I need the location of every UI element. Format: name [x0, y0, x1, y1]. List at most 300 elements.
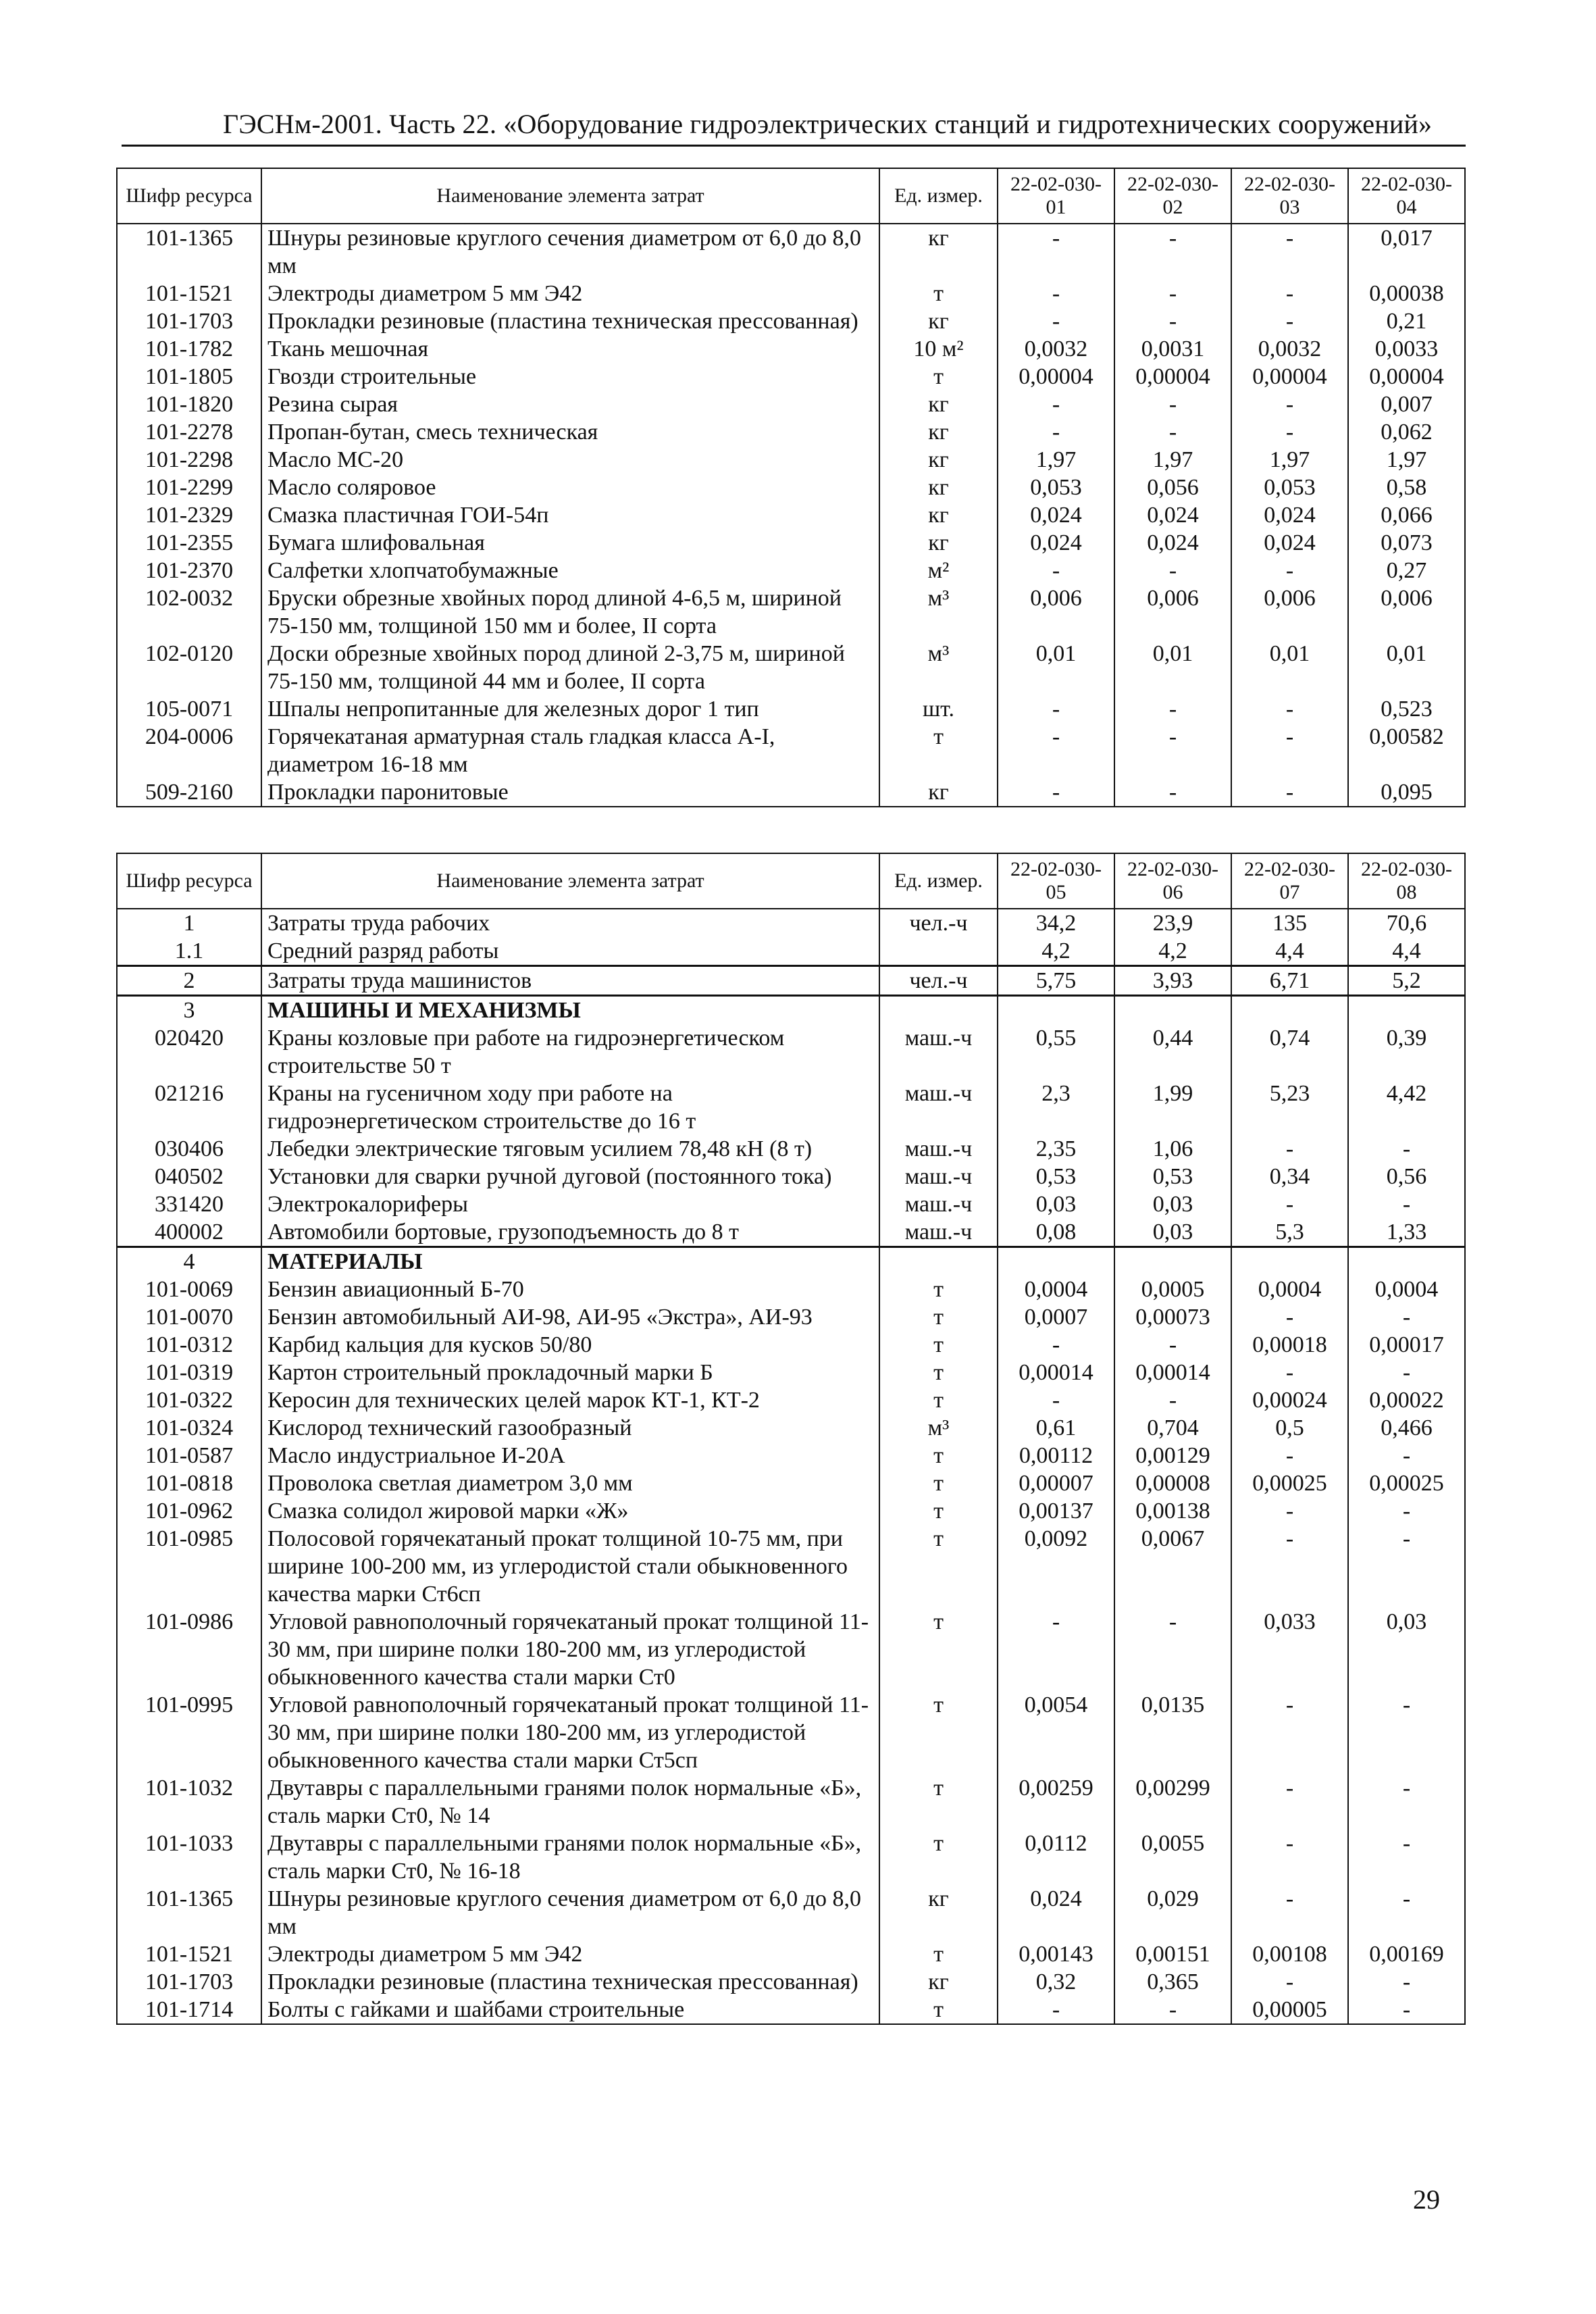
norm-value: - [1348, 1968, 1465, 1996]
table-row [117, 1331, 1465, 1359]
resource-code: 101-0995 [117, 1691, 261, 1774]
column-header: 22-02-030-01 [998, 168, 1114, 224]
norm-value: 0,073 [1348, 529, 1465, 557]
norm-value: - [1231, 1885, 1348, 1940]
norm-value: 0,024 [1114, 501, 1231, 529]
unit-of-measure: т [879, 1996, 998, 2024]
element-name: Краны на гусеничном ходу при работе на гидроэнергетическом строительстве до 16 т [261, 1080, 879, 1135]
element-name: Доски обрезные хвойных пород длиной 2-3,75 м, шириной 75-150 мм, толщиной 44 мм и более, II сорта [261, 640, 879, 695]
norm-value: - [1231, 723, 1348, 778]
table-row [117, 695, 1465, 723]
element-name: Резина сырая [261, 391, 879, 418]
norm-value: 0,32 [998, 1968, 1114, 1996]
norm-value: - [1231, 224, 1348, 280]
norm-value: 1,97 [1114, 446, 1231, 474]
unit-of-measure: маш.-ч [879, 1080, 998, 1135]
norm-value: 0,00138 [1114, 1497, 1231, 1525]
norm-value: - [1114, 1331, 1231, 1359]
norm-value: - [1231, 1442, 1348, 1469]
unit-of-measure: чел.-ч [879, 966, 998, 996]
norm-value: 0,024 [998, 529, 1114, 557]
norm-value: 0,03 [1114, 1190, 1231, 1218]
norm-value: 2,3 [998, 1080, 1114, 1135]
norm-value: 2,35 [998, 1135, 1114, 1163]
norm-value: 0,00008 [1114, 1469, 1231, 1497]
norm-value: 1,97 [998, 446, 1114, 474]
norm-value: - [1348, 1996, 1465, 2024]
column-header: 22-02-030-03 [1231, 168, 1348, 224]
norm-value: 0,00151 [1114, 1940, 1231, 1968]
norm-value: 0,095 [1348, 778, 1465, 807]
code-header: Шифр ресурса [117, 168, 261, 224]
table-row [117, 529, 1465, 557]
norm-value: 0,27 [1348, 557, 1465, 584]
unit-of-measure: т [879, 1303, 998, 1331]
norm-value: 0,024 [998, 501, 1114, 529]
table-row [117, 1885, 1465, 1940]
norm-value: 0,0054 [998, 1691, 1114, 1774]
table-row [117, 1359, 1465, 1386]
norm-value: 0,00025 [1348, 1469, 1465, 1497]
element-name: Затраты труда рабочих [261, 909, 879, 937]
norm-value: - [1348, 1359, 1465, 1386]
norm-value: 0,00137 [998, 1497, 1114, 1525]
norm-value: 0,03 [1348, 1608, 1465, 1691]
norm-value [998, 1247, 1114, 1276]
norm-value: 0,00014 [1114, 1359, 1231, 1386]
norm-value: - [1348, 1691, 1465, 1774]
unit-of-measure: т [879, 723, 998, 778]
resource-code: 101-1032 [117, 1774, 261, 1830]
unit-of-measure: маш.-ч [879, 1190, 998, 1218]
element-name: Двутавры с параллельными гранями полок нормальные «Б», сталь марки Ст0, № 16-18 [261, 1830, 879, 1885]
unit-header: Ед. измер. [879, 168, 998, 224]
norm-value: 0,062 [1348, 418, 1465, 446]
resource-code: 2 [117, 966, 261, 996]
norm-value: - [1348, 1830, 1465, 1885]
name-header: Наименование элемента затрат [261, 853, 879, 909]
resource-code: 101-1703 [117, 1968, 261, 1996]
norm-value: - [1348, 1497, 1465, 1525]
norm-value: 4,42 [1348, 1080, 1465, 1135]
resource-code: 101-2329 [117, 501, 261, 529]
resource-code: 101-0069 [117, 1276, 261, 1303]
norm-value: 0,024 [998, 1885, 1114, 1940]
element-name: Кислород технический газообразный [261, 1414, 879, 1442]
unit-of-measure: т [879, 1774, 998, 1830]
table-header-row [117, 853, 1465, 909]
element-name: Смазка солидол жировой марки «Ж» [261, 1497, 879, 1525]
unit-of-measure: м³ [879, 584, 998, 640]
resource-code: 101-0587 [117, 1442, 261, 1469]
unit-of-measure: т [879, 280, 998, 307]
norm-value: 0,00004 [1114, 363, 1231, 391]
resource-code: 101-0324 [117, 1414, 261, 1442]
norm-value: 0,00018 [1231, 1331, 1348, 1359]
element-name: Горячекатаная арматурная сталь гладкая класса А-I, диаметром 16-18 мм [261, 723, 879, 778]
norm-value: 0,0092 [998, 1525, 1114, 1608]
norm-value: 0,39 [1348, 1024, 1465, 1080]
element-name: Масло индустриальное И-20А [261, 1442, 879, 1469]
table-row [117, 1190, 1465, 1218]
norm-value: 0,0004 [1348, 1276, 1465, 1303]
norm-value: 23,9 [1114, 909, 1231, 937]
norm-value: 0,033 [1231, 1608, 1348, 1691]
norm-value: - [1231, 557, 1348, 584]
element-name: Шпалы непропитанные для железных дорог 1 тип [261, 695, 879, 723]
norm-value: 5,3 [1231, 1218, 1348, 1247]
element-name: Ткань мешочная [261, 335, 879, 363]
norm-value: 0,03 [998, 1190, 1114, 1218]
norm-value: 0,00129 [1114, 1442, 1231, 1469]
table-row [117, 363, 1465, 391]
norm-value [1114, 996, 1231, 1025]
norm-value: 0,53 [998, 1163, 1114, 1190]
norm-value: - [1231, 778, 1348, 807]
unit-of-measure: т [879, 1331, 998, 1359]
norm-value: 0,00259 [998, 1774, 1114, 1830]
element-name: Полосовой горячекатаный прокат толщиной 10-75 мм, при ширине 100-200 мм, из углеродистой стали обыкновенного качества марки Ст6сп [261, 1525, 879, 1608]
table-row [117, 1163, 1465, 1190]
norm-value: - [1114, 778, 1231, 807]
norm-value: - [1348, 1525, 1465, 1608]
norm-value: 0,00582 [1348, 723, 1465, 778]
norm-value: - [1114, 307, 1231, 335]
norm-value: 0,01 [1231, 640, 1348, 695]
element-name: Смазка пластичная ГОИ-54п [261, 501, 879, 529]
norm-value [1348, 1247, 1465, 1276]
table-row [117, 996, 1465, 1025]
table-row [117, 1442, 1465, 1469]
unit-of-measure: кг [879, 474, 998, 501]
norm-value: 0,01 [998, 640, 1114, 695]
resource-code: 030406 [117, 1135, 261, 1163]
unit-of-measure: т [879, 363, 998, 391]
table-row [117, 584, 1465, 640]
table-row [117, 1135, 1465, 1163]
unit-of-measure: т [879, 1386, 998, 1414]
norm-value: 0,00004 [1348, 363, 1465, 391]
norm-value: 0,365 [1114, 1968, 1231, 1996]
norm-value: - [1114, 695, 1231, 723]
norm-value: - [998, 391, 1114, 418]
unit-of-measure: м² [879, 557, 998, 584]
norm-value: 0,006 [1114, 584, 1231, 640]
resource-code: 040502 [117, 1163, 261, 1190]
resource-code: 021216 [117, 1080, 261, 1135]
norm-value: 4,2 [1114, 937, 1231, 966]
norm-value: - [1114, 1386, 1231, 1414]
resource-code: 101-2278 [117, 418, 261, 446]
element-name: Прокладки резиновые (пластина техническая прессованная) [261, 1968, 879, 1996]
norm-value [1114, 1247, 1231, 1276]
norm-value: 0,0067 [1114, 1525, 1231, 1608]
unit-of-measure: кг [879, 529, 998, 557]
norm-value: - [1231, 280, 1348, 307]
norm-value: 5,75 [998, 966, 1114, 996]
table-row [117, 224, 1465, 280]
resource-code: 105-0071 [117, 695, 261, 723]
norm-value: - [1114, 418, 1231, 446]
resource-code: 101-1365 [117, 224, 261, 280]
resource-code: 101-1521 [117, 280, 261, 307]
unit-of-measure: кг [879, 778, 998, 807]
element-name: Угловой равнополочный горячекатаный прокат толщиной 11-30 мм, при ширине полки 180-200 мм, из углеродистой обыкновенного качества стали марки Ст5сп [261, 1691, 879, 1774]
unit-of-measure [879, 996, 998, 1025]
norm-value: - [1231, 1830, 1348, 1885]
table-row [117, 1080, 1465, 1135]
norm-value: 0,00038 [1348, 280, 1465, 307]
norm-value: - [1348, 1190, 1465, 1218]
norm-value: - [1114, 391, 1231, 418]
resource-code: 101-0962 [117, 1497, 261, 1525]
norm-value: 0,74 [1231, 1024, 1348, 1080]
norm-value: 34,2 [998, 909, 1114, 937]
norm-value: 0,053 [1231, 474, 1348, 501]
norm-value: - [1231, 1774, 1348, 1830]
unit-header: Ед. измер. [879, 853, 998, 909]
unit-of-measure: т [879, 1359, 998, 1386]
element-name: Бензин автомобильный АИ-98, АИ-95 «Экстра», АИ-93 [261, 1303, 879, 1331]
norm-value: - [998, 723, 1114, 778]
norm-value: 0,00004 [1231, 363, 1348, 391]
table-row [117, 307, 1465, 335]
element-name: Двутавры с параллельными гранями полок нормальные «Б», сталь марки Ст0, № 14 [261, 1774, 879, 1830]
norm-value: - [1231, 1359, 1348, 1386]
element-name: Бумага шлифовальная [261, 529, 879, 557]
norm-value: - [1114, 723, 1231, 778]
unit-of-measure: т [879, 1608, 998, 1691]
norm-value: 0,0004 [1231, 1276, 1348, 1303]
table-row [117, 280, 1465, 307]
norm-value: 0,55 [998, 1024, 1114, 1080]
norm-value: - [998, 557, 1114, 584]
column-header: 22-02-030-06 [1114, 853, 1231, 909]
element-name: Шнуры резиновые круглого сечения диаметром от 6,0 до 8,0 мм [261, 1885, 879, 1940]
norm-value: - [1231, 307, 1348, 335]
unit-of-measure: м³ [879, 640, 998, 695]
norm-value: - [998, 695, 1114, 723]
norm-value: 0,34 [1231, 1163, 1348, 1190]
header-rule [122, 145, 1466, 147]
resource-code: 101-1805 [117, 363, 261, 391]
table-body [117, 224, 1465, 807]
table-body [117, 909, 1465, 2024]
element-name: Затраты труда машинистов [261, 966, 879, 996]
table-row [117, 1996, 1465, 2024]
norm-value [1231, 996, 1348, 1025]
norm-value: 0,0032 [1231, 335, 1348, 363]
norm-value: 0,00169 [1348, 1940, 1465, 1968]
element-name: Электроды диаметром 5 мм Э42 [261, 1940, 879, 1968]
norm-value: 0,00024 [1231, 1386, 1348, 1414]
resource-code: 101-1820 [117, 391, 261, 418]
resource-table-1 [116, 168, 1466, 807]
norm-value: - [1114, 280, 1231, 307]
norm-value: 0,0007 [998, 1303, 1114, 1331]
norm-value: 0,0004 [998, 1276, 1114, 1303]
unit-of-measure: кг [879, 224, 998, 280]
table-row [117, 1774, 1465, 1830]
unit-of-measure: т [879, 1691, 998, 1774]
resource-code: 101-0070 [117, 1303, 261, 1331]
norm-value: - [1114, 557, 1231, 584]
norm-value: 0,056 [1114, 474, 1231, 501]
norm-value: 0,01 [1348, 640, 1465, 695]
table-row [117, 1218, 1465, 1247]
norm-value [1348, 996, 1465, 1025]
page-number: 29 [1413, 2184, 1440, 2215]
norm-value: 0,066 [1348, 501, 1465, 529]
element-name: Пропан-бутан, смесь техническая [261, 418, 879, 446]
norm-value: 0,01 [1114, 640, 1231, 695]
element-name: Электроды диаметром 5 мм Э42 [261, 280, 879, 307]
norm-value: 0,44 [1114, 1024, 1231, 1080]
code-header: Шифр ресурса [117, 853, 261, 909]
unit-of-measure: кг [879, 446, 998, 474]
element-name: Картон строительный прокладочный марки Б [261, 1359, 879, 1386]
norm-value: 4,4 [1231, 937, 1348, 966]
table-row [117, 1525, 1465, 1608]
unit-of-measure: кг [879, 1968, 998, 1996]
resource-code: 101-2355 [117, 529, 261, 557]
table-row [117, 723, 1465, 778]
unit-of-measure: маш.-ч [879, 1024, 998, 1080]
norm-value: 1,06 [1114, 1135, 1231, 1163]
norm-value: 0,00299 [1114, 1774, 1231, 1830]
norm-value: 0,0112 [998, 1830, 1114, 1885]
norm-value: 0,024 [1231, 501, 1348, 529]
norm-value: 0,5 [1231, 1414, 1348, 1442]
norm-value: 0,21 [1348, 307, 1465, 335]
norm-value: 0,00073 [1114, 1303, 1231, 1331]
norm-value: - [1114, 1608, 1231, 1691]
norm-value: 0,08 [998, 1218, 1114, 1247]
column-header: 22-02-030-04 [1348, 168, 1465, 224]
element-name: Болты с гайками и шайбами строительные [261, 1996, 879, 2024]
norm-value: 0,017 [1348, 224, 1465, 280]
norm-value: - [998, 307, 1114, 335]
norm-value: 0,00143 [998, 1940, 1114, 1968]
norm-value: 0,53 [1114, 1163, 1231, 1190]
unit-of-measure [879, 937, 998, 966]
table-row [117, 474, 1465, 501]
element-name: Масло соляровое [261, 474, 879, 501]
norm-value: - [1231, 418, 1348, 446]
norm-value: 1,97 [1348, 446, 1465, 474]
element-name: Средний разряд работы [261, 937, 879, 966]
table-row [117, 1940, 1465, 1968]
resource-code: 020420 [117, 1024, 261, 1080]
page-header: ГЭСНм-2001. Часть 22. «Оборудование гидроэлектрических станций и гидротехнических сооружений» [223, 109, 1433, 139]
resource-code: 101-0986 [117, 1608, 261, 1691]
unit-of-measure [879, 1247, 998, 1276]
resource-code: 101-1521 [117, 1940, 261, 1968]
norm-value: 0,00025 [1231, 1469, 1348, 1497]
norm-value: 0,029 [1114, 1885, 1231, 1940]
element-name: Салфетки хлопчатобумажные [261, 557, 879, 584]
table-row [117, 335, 1465, 363]
table-row [117, 1303, 1465, 1331]
norm-value: 0,0055 [1114, 1830, 1231, 1885]
element-name: МАШИНЫ И МЕХАНИЗМЫ [261, 996, 879, 1025]
norm-value: - [1348, 1774, 1465, 1830]
norm-value: 0,00112 [998, 1442, 1114, 1469]
element-name: Керосин для технических целей марок КТ-1, КТ-2 [261, 1386, 879, 1414]
column-header: 22-02-030-02 [1114, 168, 1231, 224]
norm-value: - [998, 1996, 1114, 2024]
unit-of-measure: кг [879, 1885, 998, 1940]
norm-value: 0,0031 [1114, 335, 1231, 363]
norm-value: - [1231, 1303, 1348, 1331]
column-header: 22-02-030-08 [1348, 853, 1465, 909]
norm-value: - [998, 778, 1114, 807]
unit-of-measure: 10 м² [879, 335, 998, 363]
norm-value: - [998, 1386, 1114, 1414]
norm-value: 0,466 [1348, 1414, 1465, 1442]
unit-of-measure: чел.-ч [879, 909, 998, 937]
resource-code: 101-1033 [117, 1830, 261, 1885]
resource-code: 101-1365 [117, 1885, 261, 1940]
unit-of-measure: т [879, 1525, 998, 1608]
norm-value: 0,704 [1114, 1414, 1231, 1442]
table-header-row [117, 168, 1465, 224]
norm-value: 1,97 [1231, 446, 1348, 474]
norm-value: 70,6 [1348, 909, 1465, 937]
element-name: Бруски обрезные хвойных пород длиной 4-6,5 м, шириной 75-150 мм, толщиной 150 мм и более, II сорта [261, 584, 879, 640]
table-row [117, 1469, 1465, 1497]
unit-of-measure: т [879, 1276, 998, 1303]
norm-value: - [1348, 1303, 1465, 1331]
resource-code: 101-0322 [117, 1386, 261, 1414]
norm-value: 0,024 [1114, 529, 1231, 557]
resource-code: 331420 [117, 1190, 261, 1218]
norm-value: 0,0032 [998, 335, 1114, 363]
unit-of-measure: кг [879, 501, 998, 529]
element-name: Шнуры резиновые круглого сечения диаметром от 6,0 до 8,0 мм [261, 224, 879, 280]
norm-value: 5,23 [1231, 1080, 1348, 1135]
table-row [117, 1024, 1465, 1080]
element-name: Установки для сварки ручной дуговой (постоянного тока) [261, 1163, 879, 1190]
norm-value: 0,006 [998, 584, 1114, 640]
table-row [117, 1608, 1465, 1691]
table-row [117, 1276, 1465, 1303]
unit-of-measure: м³ [879, 1414, 998, 1442]
unit-of-measure: маш.-ч [879, 1135, 998, 1163]
norm-value: 5,2 [1348, 966, 1465, 996]
norm-value: 0,0033 [1348, 335, 1465, 363]
norm-value: 0,00007 [998, 1469, 1114, 1497]
resource-code: 1 [117, 909, 261, 937]
resource-code: 101-2299 [117, 474, 261, 501]
norm-value: 6,71 [1231, 966, 1348, 996]
unit-of-measure: т [879, 1442, 998, 1469]
resource-code: 102-0032 [117, 584, 261, 640]
resource-code: 101-2298 [117, 446, 261, 474]
norm-value: - [1114, 224, 1231, 280]
element-name: Угловой равнополочный горячекатаный прокат толщиной 11-30 мм, при ширине полки 180-200 мм, из углеродистой обыкновенного качества стали марки Ст0 [261, 1608, 879, 1691]
resource-code: 102-0120 [117, 640, 261, 695]
norm-value: - [1348, 1885, 1465, 1940]
element-name: Проволока светлая диаметром 3,0 мм [261, 1469, 879, 1497]
norm-value: 0,00014 [998, 1359, 1114, 1386]
unit-of-measure: маш.-ч [879, 1163, 998, 1190]
norm-value: 0,61 [998, 1414, 1114, 1442]
resource-code: 101-0312 [117, 1331, 261, 1359]
table-row [117, 1247, 1465, 1276]
table-row [117, 557, 1465, 584]
table-row [117, 418, 1465, 446]
